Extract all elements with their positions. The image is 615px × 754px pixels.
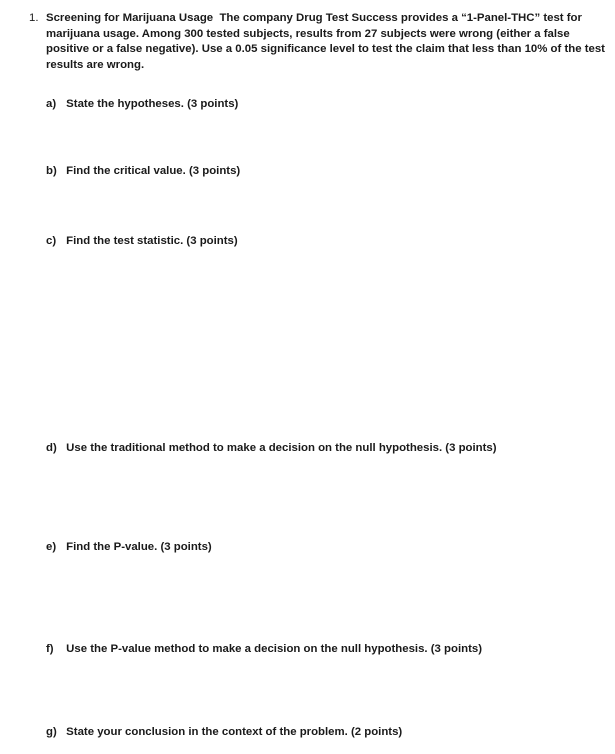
question-body: The company Drug Test Success provides a “1-Panel-THC” test for marijuana usage. Among 300 tested subjects, results from 27 subjects were wrong (either a false positive or a false negative). Use a 0.05 significance level to test the claim that less than 10% of the test results are wrong.: [46, 12, 605, 71]
part-e: [46, 540, 212, 555]
part-f-letter: f): [46, 643, 54, 655]
part-g-letter: g): [46, 726, 57, 738]
part-a-letter: a): [46, 98, 57, 110]
part-f-text: Use the P-value method to make a decision on the null hypothesis. (3 points): [66, 643, 482, 655]
question-title: Screening for Marijuana Usage: [46, 12, 214, 24]
part-a: [46, 97, 238, 112]
part-c-letter: c): [46, 235, 57, 247]
part-c-text: Find the test statistic. (3 points): [66, 235, 238, 247]
part-d-letter: d): [46, 442, 57, 454]
part-a-text: State the hypotheses. (3 points): [66, 98, 239, 110]
part-b-letter: b): [46, 165, 57, 177]
part-g-text: State your conclusion in the context of the problem. (2 points): [66, 726, 403, 738]
part-b-text: Find the critical value. (3 points): [66, 165, 241, 177]
part-g: [46, 725, 402, 740]
part-d-text: Use the traditional method to make a decision on the null hypothesis. (3 points): [66, 442, 497, 454]
part-e-text: Find the P-value. (3 points): [66, 541, 212, 553]
part-b: [46, 164, 240, 179]
part-f: [46, 642, 482, 657]
part-c: [46, 234, 238, 249]
part-e-letter: e): [46, 541, 57, 553]
question-text: [46, 11, 609, 73]
part-d: [46, 441, 497, 456]
question-block: [29, 11, 609, 73]
question-number: 1.: [29, 12, 39, 24]
